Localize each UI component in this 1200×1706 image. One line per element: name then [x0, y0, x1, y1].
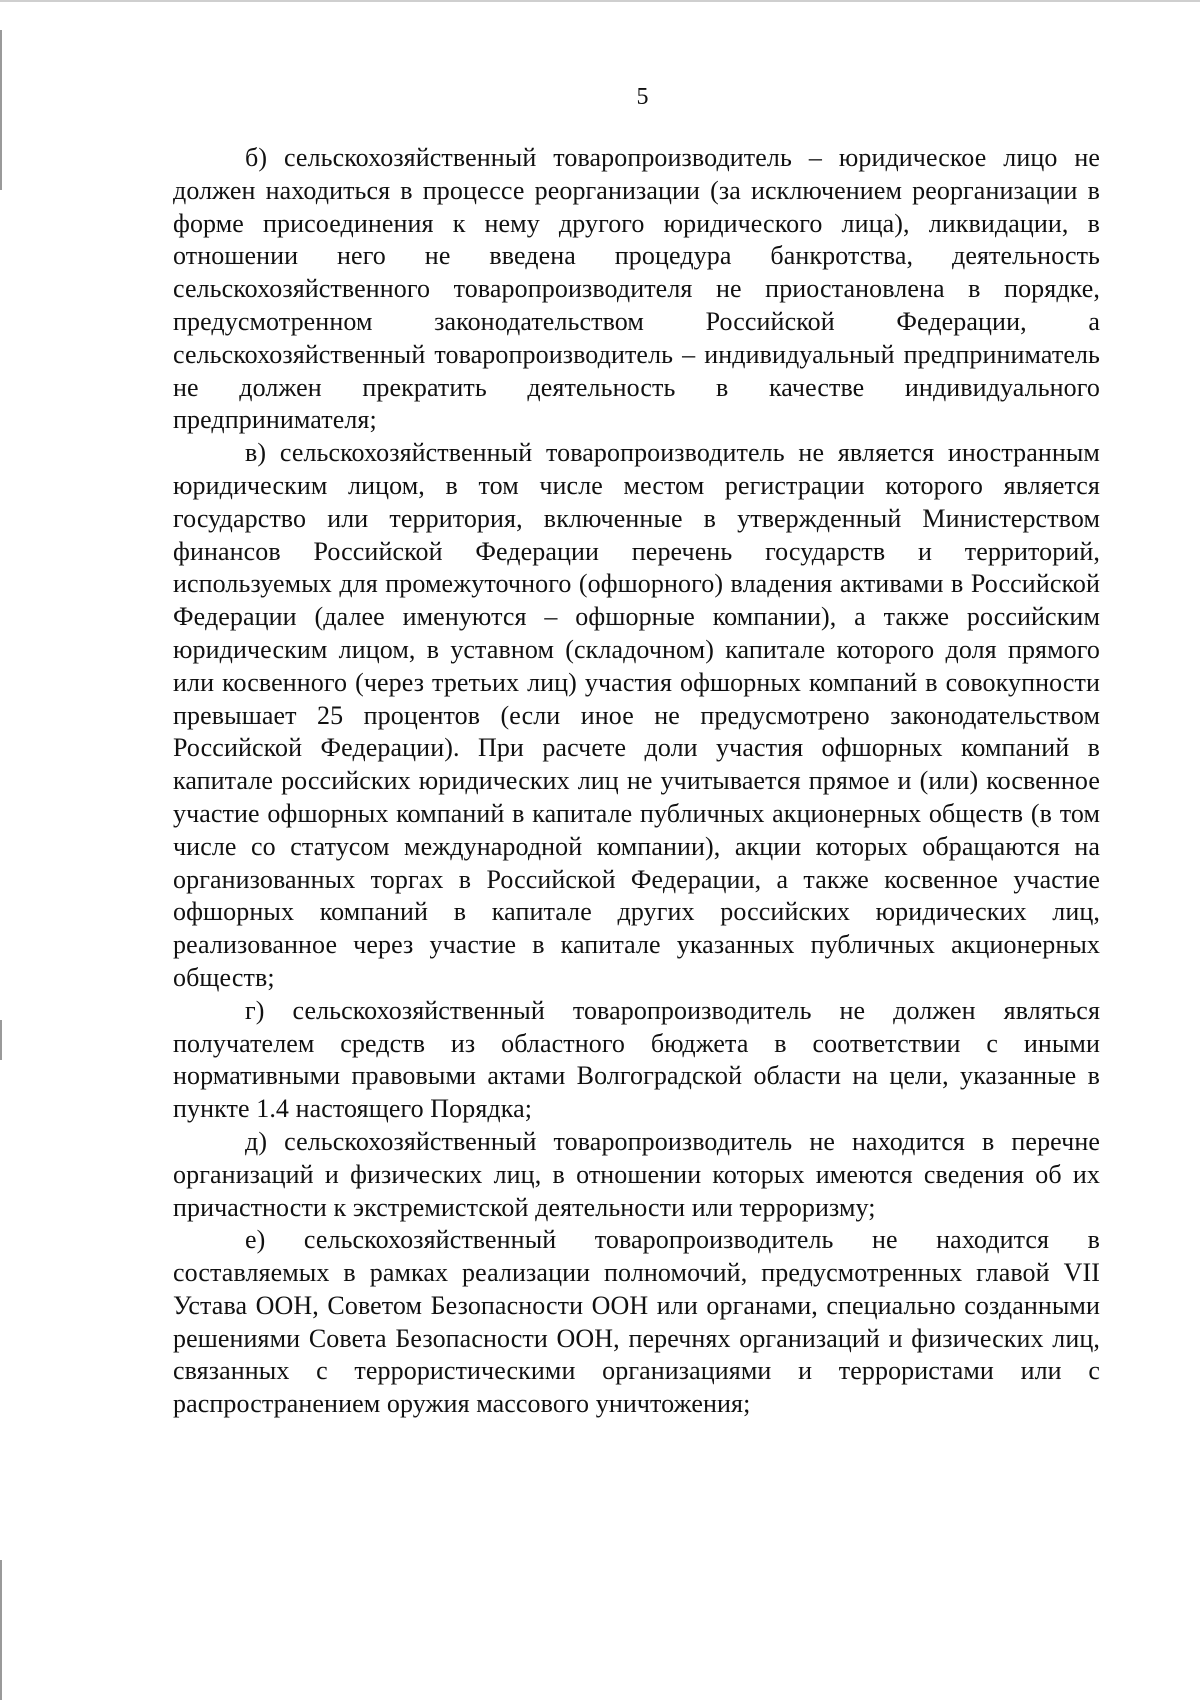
page-number: 5: [636, 84, 649, 110]
paragraph-d: д) сельскохозяйственный товаропроизводитель не находится в перечне организаций и физических лиц, в отношении которых имеются сведения об их причастности к экстремистской деятельности или терроризму;: [173, 1126, 1100, 1222]
scan-left-edge-mark: [0, 1020, 2, 1060]
scan-top-edge: [0, 0, 1200, 2]
paragraph-b: б) сельскохозяйственный товаропроизводитель – юридическое лицо не должен находиться в процессе реорганизации (за исключением реорганизации в форме присоединения к нему другого юридического лица), ликвидации, в отношении него не введена процедура банкротства, деятельность сельскохозяйственного товаропроизводителя не приостановлена в порядке, предусмотренном законодательством Российской Федерации, а сельскохозяйственный товаропроизводитель – индивидуальный предприниматель не должен прекратить деятельность в качестве индивидуального предпринимателя;: [173, 143, 1100, 435]
paragraph-e: е) сельскохозяйственный товаропроизводитель не находится в составляемых в рамках реализации полномочий, предусмотренных главой VII Устава ООН, Советом Безопасности ООН или органами, специально созданными решениями Совета Безопасности ООН, перечнях организаций и физических лиц, связанных с террористическими организациями и террористами или с распространением оружия массового уничтожения;: [173, 1225, 1100, 1419]
paragraph-g: г) сельскохозяйственный товаропроизводитель не должен являться получателем средств из областного бюджета в соответствии с иными нормативными правовыми актами Волгоградской области на цели, указанные в пункте 1.4 настоящего Порядка;: [173, 995, 1100, 1124]
document-body: [173, 142, 1100, 1421]
paragraph-v: в) сельскохозяйственный товаропроизводитель не является иностранным юридическим лицом, в том числе местом регистрации которого является государство или территория, включенные в утвержденный Министерством финансов Российской Федерации перечень государств и территорий, используемых для промежуточного (офшорного) владения активами в Российской Федерации (далее именуются – офшорные компании), а также российским юридическим лицом, в уставном (складочном) капитале которого доля прямого или косвенного (через третьих лиц) участия офшорных компаний в совокупности превышает 25 процентов (если иное не предусмотрено законодательством Российской Федерации). При расчете доли участия офшорных компаний в капитале российских юридических лиц не учитывается прямое и (или) косвенное участие офшорных компаний в капитале публичных акционерных обществ (в том числе со статусом международной компании), акции которых обращаются на организованных торгах в Российской Федерации, а также косвенное участие офшорных компаний в капитале других российских юридических лиц, реализованное через участие в капитале указанных публичных акционерных обществ;: [173, 438, 1100, 992]
scan-left-edge-mark: [0, 1560, 2, 1700]
